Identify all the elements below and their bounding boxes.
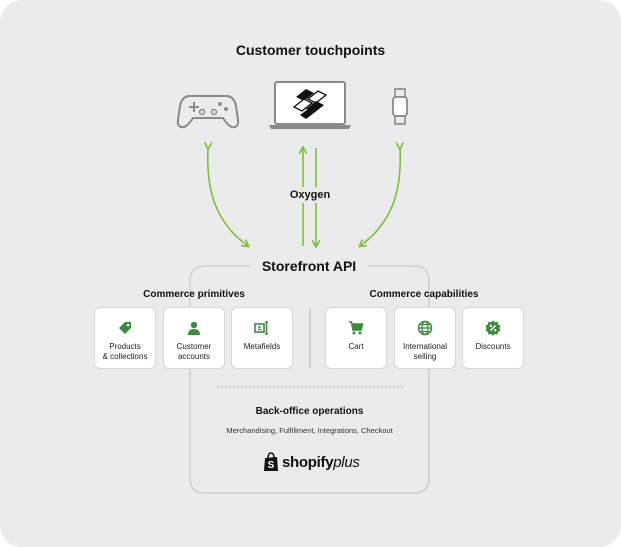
card-products-collections[interactable] (94, 307, 156, 369)
card-label: International selling (402, 342, 448, 361)
tag-icon (117, 320, 133, 336)
card-label: Customer accounts (176, 342, 212, 361)
backoffice-subtitle: Merchandising, Fulfillment, Integrations, Checkout (226, 426, 393, 435)
backoffice-title: Back-office operations (255, 406, 364, 417)
smartwatch-icon (391, 88, 409, 126)
card-label: Metafields (243, 342, 281, 351)
primitives-title: Commerce primitives (143, 289, 245, 300)
card-customer-accounts[interactable] (163, 307, 225, 369)
arrow-controller (208, 148, 248, 246)
shopify-plus-logo (263, 450, 360, 474)
touchpoints-title: Customer touchpoints (235, 42, 386, 58)
brand-plus: plus (333, 453, 360, 471)
card-label: Cart (348, 342, 364, 351)
cart-icon (348, 320, 364, 336)
discount-icon (485, 320, 501, 336)
card-discounts[interactable] (462, 307, 524, 369)
arrow-watch (360, 148, 400, 246)
shopping-bag-icon (263, 452, 279, 472)
svg-text:S: S (267, 460, 275, 471)
card-international-selling[interactable] (394, 307, 456, 369)
game-controller-icon (176, 90, 240, 130)
card-metafields[interactable] (231, 307, 293, 369)
card-label: Discounts (475, 342, 511, 351)
capabilities-title: Commerce capabilities (369, 289, 479, 300)
person-icon (186, 320, 202, 336)
globe-icon (417, 320, 433, 336)
oxygen-label: Oxygen (283, 187, 337, 203)
storefront-api-title: Storefront API (250, 258, 368, 274)
card-cart[interactable] (325, 307, 387, 369)
laptop-icon (268, 80, 352, 130)
brand-shopify: shopify (282, 453, 334, 471)
card-label: Products & collections (102, 342, 148, 361)
metafields-icon (254, 320, 270, 336)
